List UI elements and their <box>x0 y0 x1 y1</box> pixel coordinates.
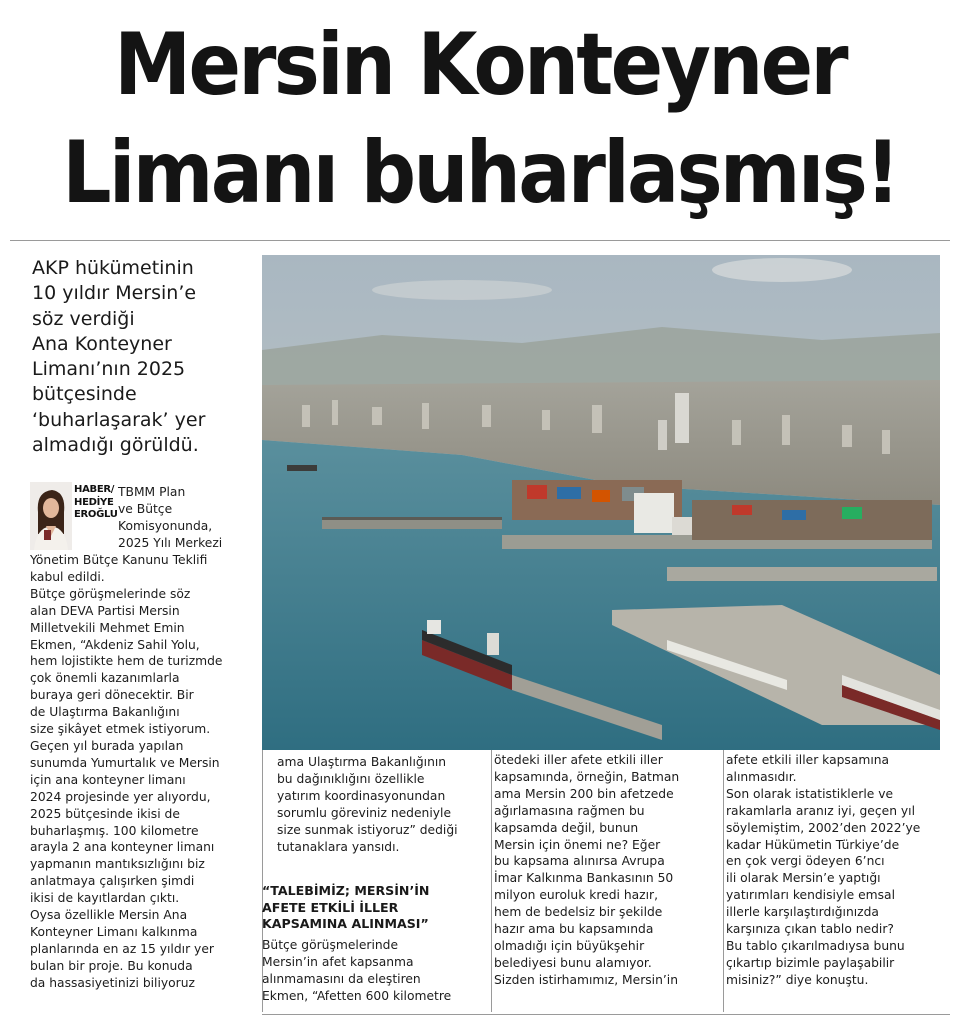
column-2-top: ama Ulaştırma Bakanlığının bu dağınıklığını özellikle yatırım koordinasyonundan sorumlu göreviniz nedeniyle size sunmak istiyoruz” dediği tutanaklara yansıdı. <box>277 755 458 854</box>
subheading: “TALEBİMİZ; MERSİN’İN AFETE ETKİLİ İLLER KAPSAMINA ALINMASI” <box>262 883 430 931</box>
byline <box>30 482 116 550</box>
column-rule-3 <box>723 750 724 1012</box>
byline-label: HABER/ HEDİYE EROĞLU <box>74 484 118 520</box>
column-2-bottom: Bütçe görüşmelerinde Mersin’in afet kapsanma alınmamasını da eleştiren Ekmen, “Afetten 600 kilometre <box>262 938 452 1003</box>
column-rule-2 <box>491 750 492 1012</box>
port-aerial-photo <box>262 255 940 750</box>
author-portrait <box>30 482 72 550</box>
bottom-rule <box>262 1014 950 1015</box>
column-4: afete etkili iller kapsamına alınmasıdır. Son olarak istatistiklerle ve rakamlarla aranız iyi, geçen yıl söylemiştim, 2002’den 2022’ye kadar Hükümetin Türkiye’de en çok vergi ödeyen 6’ncı ili olarak Mersin’e yaptığı yatırımları kendisiyle emsal illerle karşılaştırdığınızda karşınıza çıkan tablo nedir? Bu tablo çıkarılmadıysa bunu çıkartıp bizimle paylaşabilir misiniz?” diye konuştu. <box>726 753 921 987</box>
column-1-intro: TBMM Plan ve Bütçe Komisyonunda, 2025 Yılı Merkezi <box>118 485 223 550</box>
column-3: ötedeki iller afete etkili iller kapsamında, örneğin, Batman ama Mersin 200 bin afetzede ağırlamasına rağmen bu kapsamda değil, bunun Mersin için önemi ne? Eğer bu kapsama alınırsa Avrupa İmar Kalkınma Bankasının 50 milyon euroluk kredi hazır, hem de bedelsiz bir şekilde hazır ama bu kapsamında olmadığı için büyükşehir belediyesi bunu alamıyor. Sizden istirhamımız, Mersin’in <box>494 753 680 987</box>
headline-line-2: Limanı buharlaşmış! <box>62 123 898 223</box>
headline-rule <box>10 240 950 241</box>
column-1-body: Yönetim Bütçe Kanunu Teklifi kabul edildi. Bütçe görüşmelerinde söz alan DEVA Partisi Mersin Milletvekili Mehmet Emin Ekmen, “Akdeniz Sahil Yolu, hem lojistikte hem de turizmde çok önemli kazanımlarla buraya geri dönecektir. Bir de Ulaştırma Bakanlığını size şikâyet etmek istiyorum. Geçen yıl burada yapılan sunumda Yumurtalık ve Mersin için ana konteyner limanı 2024 projesinde yer alıyordu, 2025 bütçesinde ikisi de buharlaşmış. 100 kilometre arayla 2 ana konteyner limanı yapmanın mantıksızlığını biz anlatmaya çalışırken şimdi ikisi de kayıtlardan çıktı. Oysa özellikle Mersin Ana Konteyner Limanı kalkınma planlarında en az 15 yıldır yer bulan bir proje. Bu konuda da hassasiyetinizi biliyoruz <box>30 553 223 990</box>
headline-line-1: Mersin Konteyner <box>114 15 846 115</box>
lead-paragraph: AKP hükümetinin 10 yıldır Mersin’e söz verdiği Ana Konteyner Limanı’nın 2025 bütçesinde ‘buharlaşarak’ yer almadığı görüldü. <box>32 257 206 457</box>
